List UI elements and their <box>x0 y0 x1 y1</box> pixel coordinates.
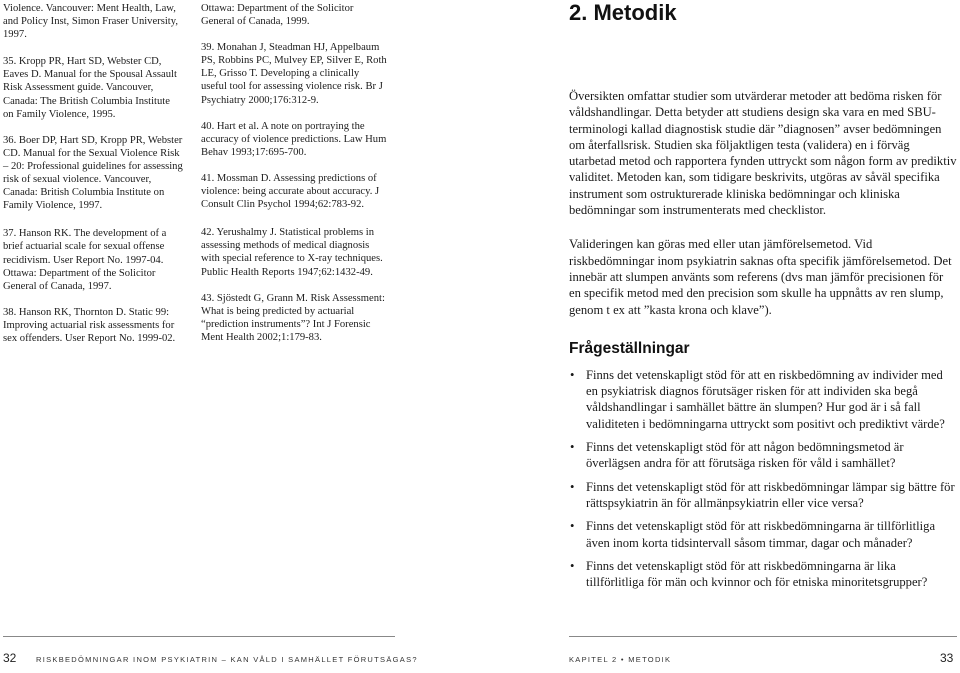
left-page-number: 32 <box>3 651 17 665</box>
reference-39: 39. Monahan J, Steadman HJ, Appelbaum PS, Robbins PC, Mulvey EP, Silver E, Roth LE, Grisso T. Developing a clinically useful tool for assessing violence risk. Br J Psychiatry 2000;176:312-9. <box>201 42 387 106</box>
right-page-body <box>569 0 957 597</box>
intro-paragraph: Översikten omfattar studier som utvärderar metoder att bedöma risken för våldshandlingar. Detta betyder att studiens design ska vara en med SBU-terminologi kallad diagnostisk studie där ”diagnosen” avser bedömningen om återfallsrisk. Studien ska följaktligen testa (validera) en i förväg utarbetad metod och rapportera fynden uttryckt som någon form av prediktiv validitet. Metoden kan, som tidigare beskrivits, utgöras av såväl specifika instrument som ostrukturerade kliniska bedömningar och kliniska bedömningar som instrumenterats med checklistor. <box>569 89 957 218</box>
bullet-icon: • <box>570 367 575 382</box>
reference-continuation: Violence. Vancouver: Ment Health, Law, and Policy Inst, Simon Fraser University, 1997. <box>3 3 178 41</box>
reference-40: 40. Hart et al. A note on portraying the accuracy of violence predictions. Law Hum Behav 1993;17:695-700. <box>201 120 387 158</box>
bullet-icon: • <box>570 479 575 494</box>
list-item <box>569 518 957 551</box>
list-item <box>569 367 957 432</box>
validation-paragraph: Valideringen kan göras med eller utan jämförelsemetod. Vid riskbedömningar inom psykiatrin saknas ofta specifik jämförelsemetod. Det innebär att slumpen använts som referens (dvs man jämför precisionen för en specifik metod med den precision som skulle ha uppnåtts av ren slump, genom t ex att ”kasta krona och klave”). <box>569 237 952 317</box>
reference-42: 42. Yerushalmy J. Statistical problems in assessing methods of medical diagnosis with special reference to X-ray techniques. Public Health Reports 1947;62:1432-49. <box>201 227 383 278</box>
list-item <box>569 439 957 472</box>
right-page-number: 33 <box>940 651 954 665</box>
question-text: Finns det vetenskapligt stöd för att riskbedömningar lämpar sig bättre för rättspsykiatrin än för allmänpsykiatrin eller vice versa? <box>586 479 955 510</box>
reference-41: 41. Mossman D. Assessing predictions of violence: being accurate about accuracy. J Consult Clin Psychol 1994;62:783-92. <box>201 172 380 211</box>
question-text: Finns det vetenskapligt stöd för att en riskbedömning av individer med en psykiatrisk diagnos förutsäger risken för att individen ska begå våldshandlingar i samhället bättre än slumpen? Hur god är i så fall validiteten i bedömningarna uttryckt som positivt och prediktivt värde? <box>586 367 945 431</box>
left-page-references-column-1 <box>3 2 183 358</box>
bullet-icon: • <box>570 440 575 455</box>
bullet-icon: • <box>570 519 575 534</box>
left-page-references-column-2 <box>201 2 387 357</box>
reference-36: 36. Boer DP, Hart SD, Kropp PR, Webster CD. Manual for the Sexual Violence Risk – 20: Professional guidelines for assessing risk of sexual violence. Vancouver, Canada: British Columbia Institute on Family Violence, 1997. <box>3 134 183 212</box>
reference-38: 38. Hanson RK, Thornton D. Static 99: Improving actuarial risk assessments for sex offenders. User Report No. 1999-02. <box>3 306 176 344</box>
left-footer-rule <box>3 636 395 637</box>
left-running-title: RISKBEDÖMNINGAR INOM PSYKIATRIN – KAN VÅLD I SAMHÄLLET FÖRUTSÄGAS? <box>36 655 418 664</box>
list-item <box>569 479 957 512</box>
reference-35: 35. Kropp PR, Hart SD, Webster CD, Eaves D. Manual for the Spousal Assault Risk Assessment guide. Vancouver, Canada: The British Columbia Institute on Family Violence, 1995. <box>3 56 177 120</box>
reference-37: 37. Hanson RK. The development of a brief actuarial scale for sexual offense recidivism. User Report No. 1997-04. Ottawa: Department of the Solicitor General of Canada, 1997. <box>3 228 167 292</box>
bullet-icon: • <box>570 558 575 573</box>
right-footer-rule <box>569 636 957 637</box>
list-item <box>569 558 957 591</box>
question-text: Finns det vetenskapligt stöd för att någon bedömningsmetod är överlägsen andra för att förutsäga risken för våld i samhället? <box>586 440 904 471</box>
question-text: Finns det vetenskapligt stöd för att riskbedömningarna är tillförlitliga även inom korta tidsintervall såsom timmar, dagar och månader? <box>586 519 936 550</box>
question-text: Finns det vetenskapligt stöd för att riskbedömningarna är lika tillförlitliga för män och kvinnor och för etniska minoritetsgrupper? <box>586 558 928 590</box>
reference-continuation: Ottawa: Department of the Solicitor General of Canada, 1999. <box>201 3 354 28</box>
reference-43: 43. Sjöstedt G, Grann M. Risk Assessment: What is being predicted by actuarial “prediction instruments”? Int J Forensic Ment Health 2002;1:179-83. <box>201 292 385 343</box>
questions-subheading: Frågeställningar <box>569 339 690 357</box>
questions-list <box>569 367 957 591</box>
chapter-heading: 2. Metodik <box>569 0 677 25</box>
right-running-title: KAPITEL 2 • METODIK <box>569 655 672 664</box>
